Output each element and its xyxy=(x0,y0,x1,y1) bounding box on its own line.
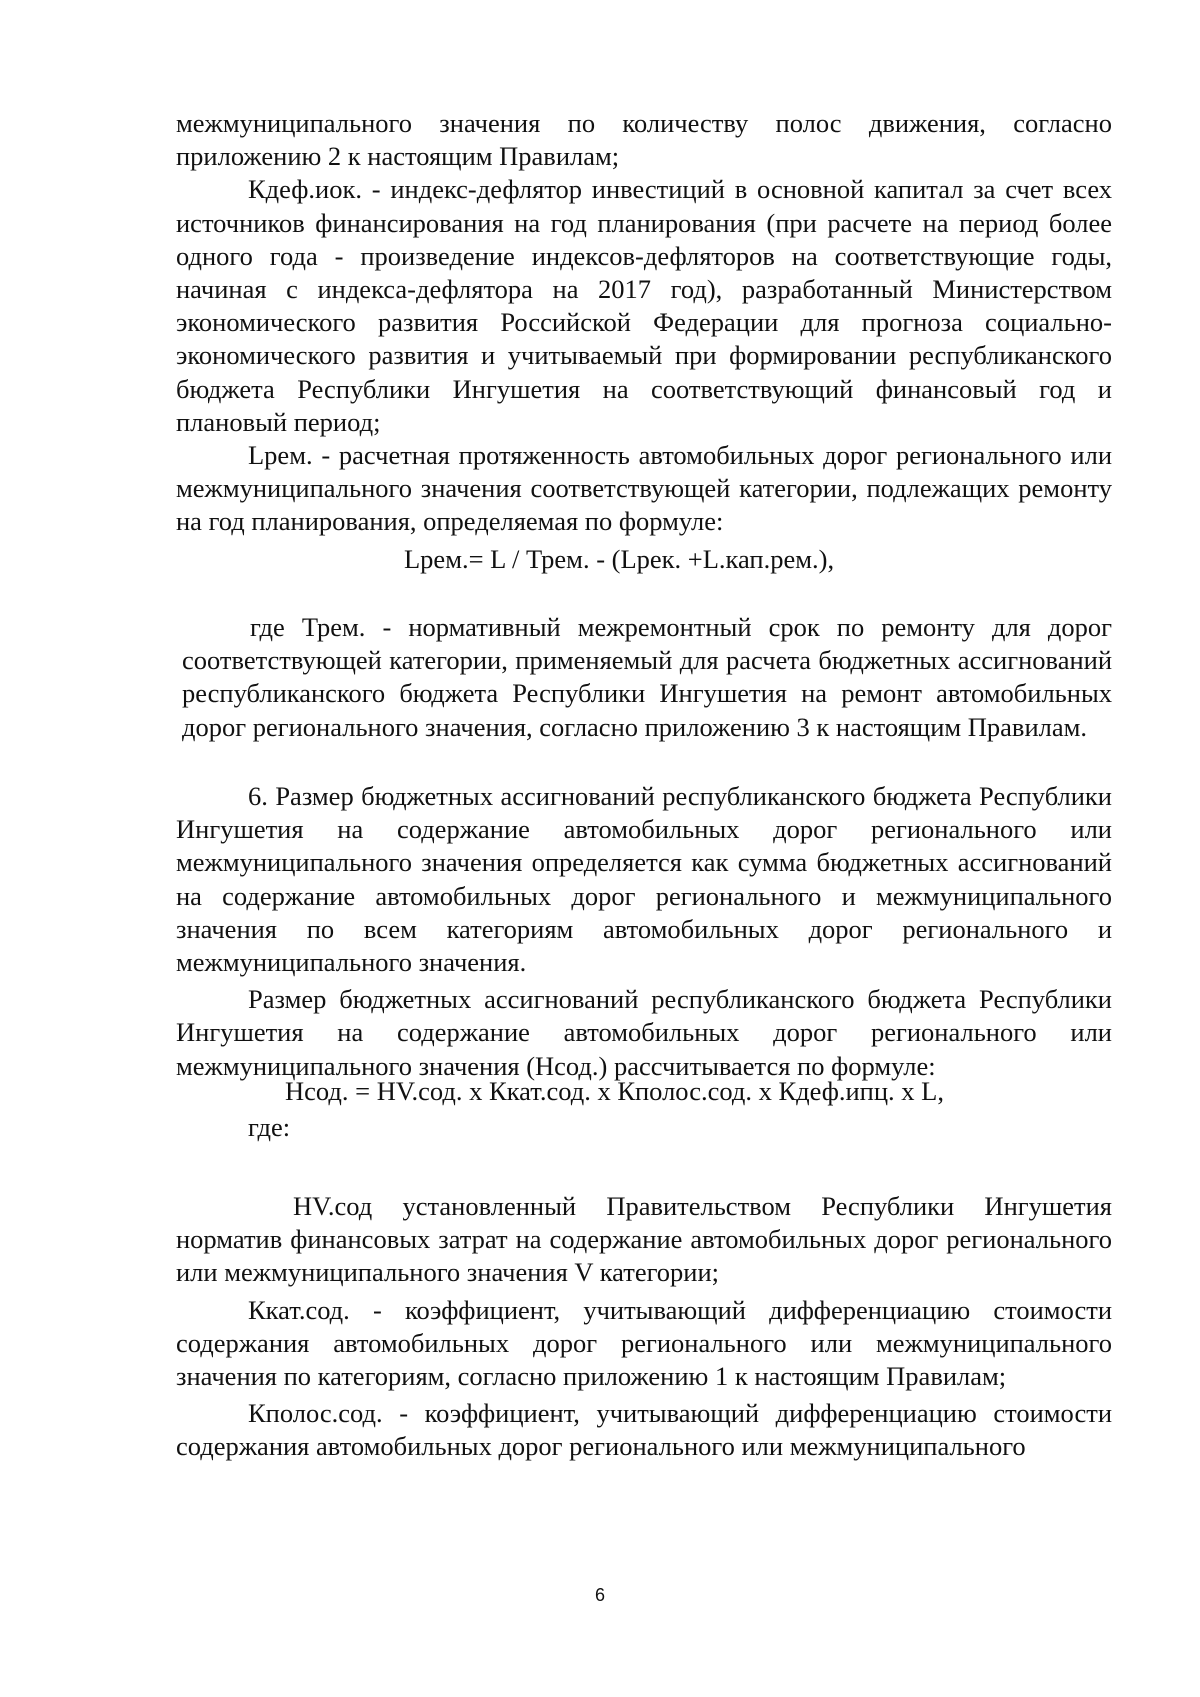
paragraph-kkat-sod: Ккат.сод. - коэффициент, учитывающий дифференциацию стоимости содержания автомобильных дорог регионального или межмуниципального значения по категориям, согласно приложению 1 к настоящим Правилам; xyxy=(176,1294,1112,1392)
text-block-1 xyxy=(176,107,1112,539)
page-number: 6 xyxy=(594,1585,605,1605)
paragraph-trem: где Трем. - нормативный межремонтный срок по ремонту для дорог соответствующей категории, применяемый для расчета бюджетных ассигнований республиканского бюджета Республики Ингушетия на ремонт автомобильных дорог регионального значения, согласно приложению 3 к настоящим Правилам. xyxy=(182,612,1112,742)
paragraph-lrem: Lрем. - расчетная протяженность автомобильных дорог регионального или межмуниципального значения соответствующей категории, подлежащих ремонту на год планирования, определяемая по формуле: xyxy=(176,440,1112,537)
paragraph-hv-sod: НV.сод установленный Правительством Республики Ингушетия норматив финансовых затрат на содержание автомобильных дорог регионального или межмуниципального значения V категории; xyxy=(176,1191,1112,1288)
paragraph-kpolos-sod: Кполос.сод. - коэффициент, учитывающий дифференциацию стоимости содержания автомобильных дорог регионального или межмуниципального xyxy=(176,1398,1112,1462)
formula-nsod: Нсод. = НV.сод. х Ккат.сод. х Кполос.сод. х Кдеф.ипц. х L, xyxy=(285,1076,944,1106)
paragraph-continuation: межмуниципального значения по количеству полос движения, согласно приложению 2 к настоящим Правилам; xyxy=(176,108,1112,172)
text-block-3 xyxy=(176,780,1112,1083)
paragraph-size: Размер бюджетных ассигнований республиканского бюджета Республики Ингушетия на содержание автомобильных дорог регионального или межмуниципального значения (Нсод.) рассчитывается по формуле: xyxy=(176,984,1112,1081)
text-block-2 xyxy=(182,611,1112,744)
paragraph-item-6: 6. Размер бюджетных ассигнований республиканского бюджета Республики Ингушетия на содержание автомобильных дорог регионального или межмуниципального значения определяется как сумма бюджетных ассигнований на содержание автомобильных дорог регионального и межмуниципального значения по всем категориям автомобильных дорог регионального и межмуниципального значения. xyxy=(176,781,1112,978)
formula-lrem: Lрем.= L / Трем. - (Lрек. +L.кап.рем.), xyxy=(404,544,835,574)
where-label: где: xyxy=(248,1112,291,1142)
text-block-4 xyxy=(176,1190,1112,1464)
paragraph-kdef-iok: Кдеф.иок. - индекс-дефлятор инвестиций в основной капитал за счет всех источников финансирования на год планирования (при расчете на период более одного года - произведение индексов-дефляторов на соответствующие годы, начиная с индекса-дефлятора на 2017 год), разработанный Министерством экономического развития Российской Федерации для прогноза социально-экономического развития и учитываемый при формировании республиканского бюджета Республики Ингушетия на соответствующий финансовый год и плановый период; xyxy=(176,174,1112,437)
